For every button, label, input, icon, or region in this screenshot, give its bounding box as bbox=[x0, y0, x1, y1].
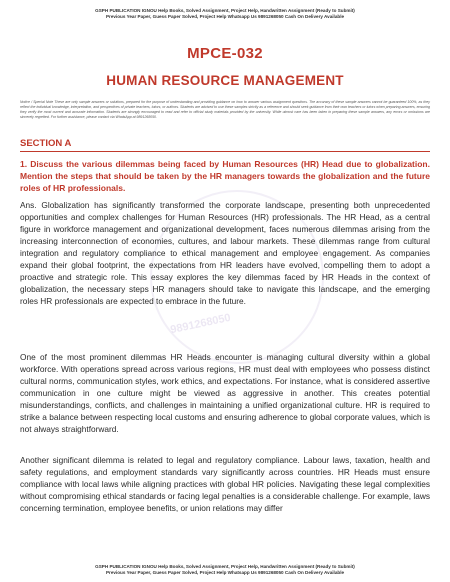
question-text: 1. Discuss the various dilemmas being faced by Human Resources (HR) Head due to globalization. Mention the steps that should be taken by the HR managers towards the globalization and the future roles of HR professionals. bbox=[20, 159, 430, 193]
footer-line-2: Previous Year Paper, Guess Paper Solved, Project Help Whatsapp Us 9891268050 Cash On Delivery Available bbox=[105, 570, 345, 575]
course-title: HUMAN RESOURCE MANAGEMENT bbox=[106, 73, 344, 88]
course-code: MPCE-032 bbox=[187, 45, 263, 62]
answer-paragraph-2: One of the most prominent dilemmas HR Heads encounter is managing cultural diversity within a global workforce. With operations spread across various regions, HR must deal with employees who possess distinct cultural norms, communication styles, work ethics, and expectations. For instance, what is considered assertive communication in one culture might be viewed as aggressive in another. This creates potential misunderstandings, conflicts, and challenges in maintaining a unified organizational culture. HR is required to strike a balance between respecting local customs and ensuring adherence to global corporate values, which is not always straightforward. bbox=[20, 352, 430, 434]
disclaimer-notice: Notice / Special Note These are only sample answers or solutions, prepared for the purpose of understanding and providing guidance on how to answer various assignment questions. The accuracy of these sample answers cannot be guaranteed 100%, as they reflect the individual knowledge, interpretation, and perspectives of private teachers, tutors, or authors. Students are advised to use these samples strictly as a reference and should seek guidance from their own teachers or tutors when preparing answers, ensuring they verify the most current and accurate information. Students are strongly encouraged to read and refer to official study materials provided by the university. While utmost care has been taken in preparing these sample answers, any errors or omissions are sincerely regretted. For further assistance, please contact via WhatsApp at 9891268050. bbox=[20, 100, 430, 119]
footer-line-1: GSPH PUBLICATION IGNOU Help Books, Solved Assignment, Project Help, Handwritten Assignment (Ready to Submit) bbox=[95, 564, 355, 569]
answer-paragraph-1: Ans. Globalization has significantly transformed the corporate landscape, presenting both unprecedented opportunities and complex challenges for Human Resources (HR) professionals. The HR Head, as a central figure in workforce management and organizational development, faces numerous dilemmas arising from the increasing interconnection of economies, cultures, and labour markets. These dilemmas range from cultural integration and regulatory compliance to ethical management and employee engagement. As companies expand their global footprint, the expectations from HR leaders have evolved, compelling them to adopt a proactive and strategic role. This essay explores the key dilemmas faced by HR Heads in the context of globalization, the necessary steps HR managers should take to navigate this landscape, and the emerging roles HR professionals are expected to embrace in the future. bbox=[20, 200, 430, 306]
section-divider bbox=[20, 151, 430, 152]
page-footer bbox=[20, 564, 430, 576]
answer-paragraph-3: Another significant dilemma is related to legal and regulatory compliance. Labour laws, taxation, health and safety regulations, and employment standards vary significantly across countries. HR Heads must ensure compliance with local laws while aligning practices with global HR policies. Navigating these legal complexities without compromising ethical standards or facing legal penalties is a considerable challenge. For example, laws concerning termination, employee benefits, or union relations may differ bbox=[20, 455, 430, 513]
page-header bbox=[20, 8, 430, 20]
section-heading: SECTION A bbox=[20, 138, 72, 149]
header-line-1: GSPH PUBLICATION IGNOU Help Books, Solved Assignment, Project Help, Handwritten Assignment (Ready to Submit) bbox=[95, 8, 355, 13]
header-line-2: Previous Year Paper, Guess Paper Solved, Project Help Whatsapp Us 9891268050 Cash On Delivery Available bbox=[105, 14, 345, 19]
watermark-phone: 9891268050 bbox=[169, 311, 232, 337]
